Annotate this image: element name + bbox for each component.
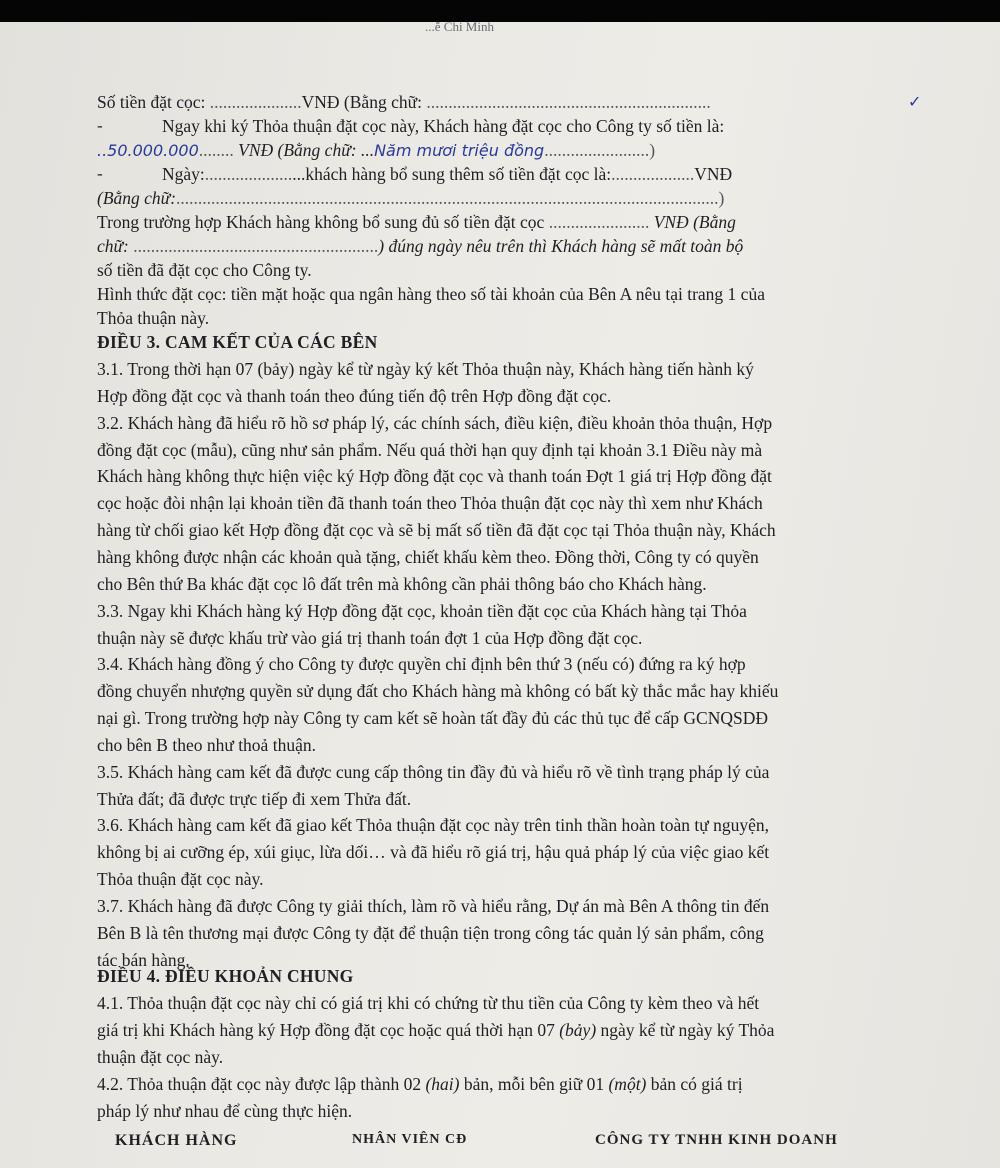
unit-text: VNĐ (Bằng chữ: [301, 92, 422, 112]
article-3-line: Khách hàng không thực hiện việc ký Hợp đồng đặt cọc và thanh toán Đợt 1 giá trị Hợp đồng đặt [97, 466, 772, 487]
method-line-1: Hình thức đặt cọc: tiền mặt hoặc qua ngân hàng theo số tài khoản của Bên A nêu tại trang 1 của [97, 284, 765, 304]
dots: ........ [198, 140, 234, 160]
article-3-line: nại gì. Trong trường hợp này Công ty cam kết sẽ hoàn tất đầy đủ các thủ tục để cấp GCNQSDĐ [97, 708, 769, 729]
method-line-2: Thỏa thuận này. [97, 308, 210, 328]
article-4-line-4 [97, 1074, 743, 1094]
text: (bảy) [559, 1020, 597, 1040]
handwritten-mark-icon: ✓ [908, 94, 922, 111]
text: giá trị khi Khách hàng ký Hợp đồng đặt cọc hoặc quá thời hạn 07 [97, 1020, 560, 1040]
article-3-line: cho Bên thứ Ba khác đặt cọc lô đất trên mà không cần phải thông báo cho Khách hàng. [97, 573, 707, 594]
top-black-bar [0, 0, 1000, 22]
article-3-line: không bị ai cưỡng ép, xúi giục, lừa dối… và đã hiểu rõ giá trị, hậu quả pháp lý của việc giao kết [97, 842, 770, 863]
article-4-line-5: pháp lý như nhau để cùng thực hiện. [97, 1101, 353, 1121]
signature-staff: NHÂN VIÊN CĐ [352, 1132, 468, 1147]
dots: ................... [611, 164, 695, 184]
article-3-line: tác bán hàng. [97, 949, 190, 970]
date-label: Ngày: [162, 164, 205, 184]
bullet-1-line: Ngay khi ký Thỏa thuận đặt cọc này, Khách hàng đặt cọc cho Công ty số tiền là: [162, 116, 725, 136]
dots: ....................... [544, 212, 650, 232]
words-label: VNĐ (Bằng chữ: ... [238, 140, 375, 160]
article-3-line: Bên B là tên thương mại được Công ty đặt để thuận tiện trong công tác quản lý sản phẩm, công [97, 922, 764, 943]
bullet-2-text: ...khách hàng bổ sung thêm số tiền đặt cọc là: [292, 164, 612, 184]
fail-line-2 [97, 236, 743, 256]
handwritten-amount: ..50.000.000 [97, 141, 199, 160]
article-3-line: 3.2. Khách hàng đã hiểu rõ hồ sơ pháp lý, các chính sách, điều kiện, điều khoản thỏa thuận, Hợp [97, 412, 773, 433]
dots: ........................................................ [128, 236, 379, 256]
header-fragment: ...ễ Chi Minh [425, 22, 494, 34]
fail-line-3: số tiền đã đặt cọc cho Công ty. [97, 260, 312, 280]
article-3-line: 3.7. Khách hàng đã được Công ty giải thích, làm rõ và hiểu rằng, Dự án mà Bên A thông tin đến [97, 896, 770, 916]
signature-company: CÔNG TY TNHH KINH DOANH [595, 1132, 838, 1148]
text: ngày kể từ ngày ký Thỏa [596, 1020, 775, 1040]
article-3-line: 3.3. Ngay khi Khách hàng ký Hợp đồng đặt cọc, khoản tiền đặt cọc của Khách hàng tại Thỏa [97, 600, 747, 621]
article-3-line: đồng đặt cọc (mẫu), cũng như sản phẩm. Nếu quá thời hạn quy định tại khoản 3.1 Điều này mà [97, 439, 763, 460]
unit-text: VNĐ [694, 164, 733, 184]
bullet-dash: - [97, 164, 103, 183]
text: (hai) [425, 1074, 460, 1094]
article-3-line: 3.1. Trong thời hạn 07 (bảy) ngày kể từ ngày ký kết Thỏa thuận này, Khách hàng tiến hành ký [97, 359, 754, 379]
article-4-line-1: 4.1. Thỏa thuận đặt cọc này chỉ có giá trị khi có chứng từ thu tiền của Công ty kèm theo và hết [97, 993, 760, 1013]
signature-customer: KHÁCH HÀNG [115, 1132, 238, 1149]
dots: ........................) [544, 140, 656, 160]
deposit-label: Số tiền đặt cọc: [97, 92, 206, 112]
document-page [0, 22, 1000, 1168]
article-3-line: cọc hoặc đòi nhận lại khoản tiền đã thanh toán theo Thỏa thuận đặt cọc này thì xem như Khách [97, 493, 763, 514]
fail-line-1 [97, 212, 736, 232]
article-3-line: Thửa đất; đã được trực tiếp đi xem Thửa đất. [97, 788, 412, 809]
fail-text: Trong trường hợp Khách hàng không bổ sung đủ số tiền đặt cọc [97, 212, 545, 232]
bullet-dash: - [97, 116, 103, 135]
article-3-line: 3.6. Khách hàng cam kết đã giao kết Thỏa thuận đặt cọc này trên tinh thần hoàn toàn tự nguyện, [97, 815, 770, 836]
article-4-line-2 [97, 1020, 774, 1040]
dots: ..................... [205, 92, 302, 112]
article-3-line: thuận này sẽ được khấu trừ vào giá trị thanh toán đợt 1 của Hợp đồng đặt cọc. [97, 627, 643, 648]
unit-text: VNĐ (Bằng [653, 212, 736, 232]
words-label: (Bằng chữ: [97, 188, 177, 208]
article-4-heading: ĐIỀU 4. ĐIỀU KHOẢN CHUNG [97, 966, 354, 986]
handwritten-words: Năm mươi triệu đồng [374, 141, 545, 160]
article-3-line: Thỏa thuận đặt cọc này. [97, 869, 264, 890]
article-3-line: Hợp đồng đặt cọc và thanh toán theo đúng tiến độ trên Hợp đồng đặt cọc. [97, 385, 612, 406]
article-3-line: 3.4. Khách hàng đồng ý cho Công ty được quyền chỉ định bên thứ 3 (nếu có) đứng ra ký hợp [97, 654, 746, 675]
article-3-line: hàng không được nhận các khoản quà tặng, chiết khấu kèm theo. Đồng thời, Công ty có quyền [97, 546, 759, 567]
bullet-1-amount-line [97, 140, 655, 161]
article-3-heading: ĐIỀU 3. CAM KẾT CỦA CÁC BÊN [97, 332, 378, 352]
fail-text: ) đúng ngày nêu trên thì Khách hàng sẽ mất toàn bộ [378, 236, 744, 256]
words-label: chữ: [97, 236, 129, 256]
dots: ............................................................................................................................) [176, 188, 725, 208]
bullet-2-line [162, 164, 732, 184]
text: bản, mỗi bên giữ 01 [459, 1074, 609, 1094]
deposit-amount-line [97, 92, 711, 112]
text: (một) [608, 1074, 647, 1094]
article-3-line: đồng chuyển nhượng quyền sử dụng đất cho Khách hàng mà không có bất kỳ thắc mắc hay khiếu [97, 681, 779, 702]
words-line [97, 188, 724, 208]
article-3-line: hàng từ chối giao kết Hợp đồng đặt cọc và sẽ bị mất số tiền đã đặt cọc tại Thỏa thuận này, Khách [97, 520, 776, 541]
dots: .................... [204, 164, 293, 184]
article-3-line: cho bên B theo như thoả thuận. [97, 734, 316, 755]
text: bản có giá trị [646, 1074, 743, 1094]
article-4-line-3: thuận đặt cọc này. [97, 1047, 224, 1067]
article-3-line: 3.5. Khách hàng cam kết đã được cung cấp thông tin đầy đủ và hiểu rõ về tình trạng pháp lý của [97, 761, 770, 782]
dots: ................................................................. [421, 92, 711, 112]
text: 4.2. Thỏa thuận đặt cọc này được lập thành 02 [97, 1074, 426, 1094]
